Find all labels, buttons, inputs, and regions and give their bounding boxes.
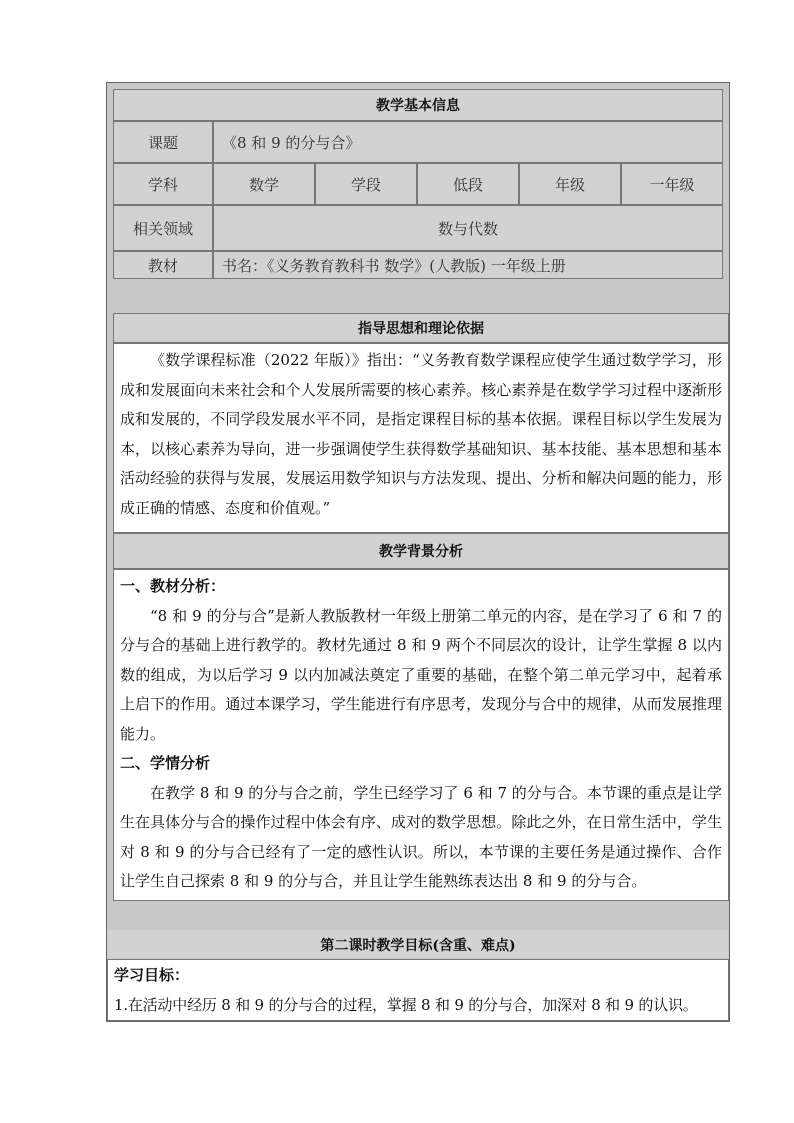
objectives-header: 第二课时教学目标(含重、难点) <box>107 929 729 959</box>
domain-value: 数与代数 <box>213 205 723 251</box>
section1-paragraph: “8 和 9 的分与合”是新人教版教材一年级上册第二单元的内容，是在学习了 6 和 7 的分与合的基础上进行教学的。教材先通过 8 和 9 两个不同层次的设计，让学生掌握 8 以内数的组成，为以后学习 9 以内加减法奠定了重要的基础，在整个第二单元学习中，起着承上启下的作用。通过本课学习，学生能进行有序思考，发现分与合中的规律，从而发展推理能力。 <box>120 606 722 743</box>
domain-label: 相关领域 <box>113 205 213 251</box>
objective-item-1: 1.在活动中经历 8 和 9 的分与合的过程，掌握 8 和 9 的分与合，加深对 8 和 9 的认识。 <box>114 995 698 1014</box>
objectives-heading: 学习目标： <box>114 966 190 984</box>
guidance-header: 指导思想和理论依据 <box>113 313 729 343</box>
basic-info-header: 教学基本信息 <box>113 89 723 121</box>
guidance-paragraph: 《数学课程标准（2022 年版）》指出：“义务教育数学课程应使学生通过数学学习，形成和发展面向未来社会和个人发展所需要的核心素养。核心素养是在数学学习过程中逐渐形成和发展的，不同学段发展水平不同，是指定课程目标的基本依据。课程目标以学生发展为本，以核心素养为导向，进一步强调使学生获得数学基础知识、基本技能、基本思想和基本活动经验的获得与发展，发展运用数学知识与方法发现、提出、分析和解决问题的能力，形成正确的情感、态度和价值观。” <box>120 351 722 517</box>
grade-label: 年级 <box>519 163 621 205</box>
background-header: 教学背景分析 <box>113 533 729 569</box>
topic-label: 课题 <box>113 121 213 163</box>
stage-label: 学段 <box>315 163 417 205</box>
objectives-body <box>107 959 729 1021</box>
textbook-label: 教材 <box>113 251 213 279</box>
section1-heading: 一、教材分析： <box>120 577 226 595</box>
grade-value: 一年级 <box>621 163 723 205</box>
stage-value: 低段 <box>417 163 519 205</box>
section2-paragraph: 在教学 8 和 9 的分与合之前，学生已经学习了 6 和 7 的分与合。本节课的重点是让学生在具体分与合的操作过程中体会有序、成对的数学思想。除此之外，在日常生活中，学生对 8 和 9 的分与合已经有了一定的感性认识。所以，本节课的主要任务是通过操作、合作让学生自己探索 8 和 9 的分与合，并且让学生能熟练表达出 8 和 9 的分与合。 <box>120 783 722 890</box>
textbook-value: 书名：《义务教育教科书 数学》(人教版) 一年级上册 <box>213 251 723 279</box>
subject-value: 数学 <box>213 163 315 205</box>
topic-value: 《8 和 9 的分与合》 <box>213 121 723 163</box>
document-table <box>106 82 730 1022</box>
basic-info-table <box>113 89 723 279</box>
subject-label: 学科 <box>113 163 213 205</box>
background-body <box>113 569 729 901</box>
guidance-body <box>113 343 729 533</box>
section2-heading: 二、学情分析 <box>120 754 211 772</box>
